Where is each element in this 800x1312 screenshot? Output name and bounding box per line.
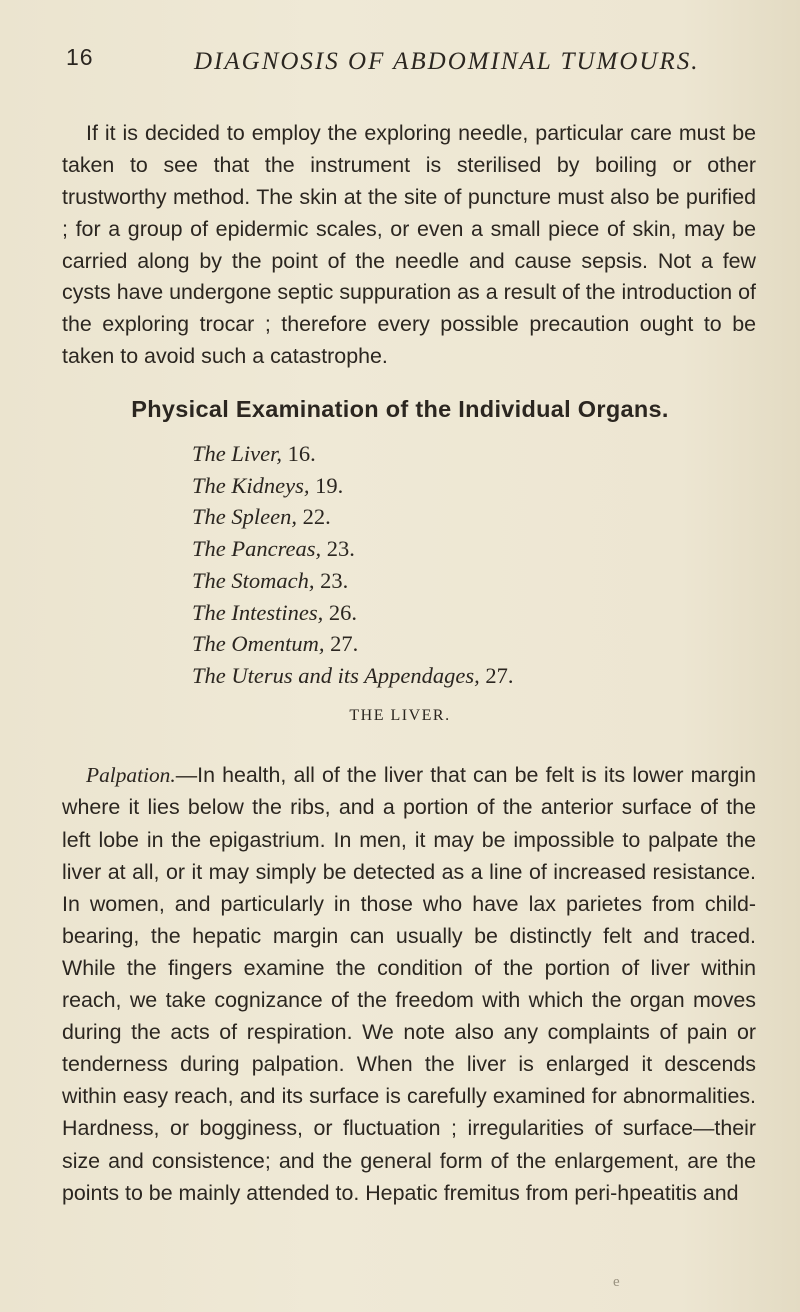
contents-page: 16. (287, 441, 316, 466)
contents-entry (192, 565, 513, 597)
contents-organ: The Omentum, (192, 631, 325, 657)
contents-entry (192, 501, 513, 533)
page-number: 16 (66, 44, 94, 70)
palpation-lead: Palpation. (86, 763, 176, 788)
contents-organ: The Intestines, (192, 599, 324, 625)
contents-page: 27. (330, 631, 359, 657)
palpation-body: —In health, all of the liver that can be felt is its lower margin where it lies below the ribs, and a portion of the anterior surface of the left lobe in the epigastrium. In men, it may be impossible to palpate the liver at all, or it may simply be detected as a line of increased resistance. In women, and particularly in those who have lax parietes from child-bearing, the hepatic margin can usually be distinctly felt and traced. While the fingers examine the condition of the portion of liver within reach, we take cognizance of the freedom with which the organ moves during the acts of respiration. We note also any complaints of pain or tenderness during palpation. When the liver is enlarged it descends within easy reach, and its surface is carefully examined for abnormalities. Hardness, or bogginess, or fluctuation ; irregularities of surface—their size and consistence; and the general form of the enlargement, are the points to be mainly attended to. Hepatic fremitus from peri-hpeatitis and (62, 763, 756, 1205)
contents-entry (192, 628, 513, 660)
section-heading: Physical Examination of the Individual Organs. (131, 396, 669, 422)
contents-page: 23. (320, 567, 349, 593)
contents-entry (192, 438, 513, 470)
intro-paragraph: If it is decided to employ the exploring needle, particular care must be taken to see that the instrument is sterilised by boiling or other trustworthy method. The skin at the site of puncture must also be purified ; for a group of epidermic scales, or even a small piece of skin, may be carried along by the point of the needle and cause sepsis. Not a few cysts have undergone septic suppuration as a result of the introduction of the exploring trocar ; therefore every possible precaution ought to be taken to avoid such a catastrophe. (62, 121, 756, 368)
margin-pencil-mark: e (613, 1274, 620, 1290)
contents-organ: The Stomach, (192, 567, 315, 593)
contents-entry (192, 533, 513, 565)
contents-page: 23. (326, 536, 355, 562)
organ-contents-list (192, 438, 513, 692)
contents-page: 19. (315, 472, 344, 498)
running-head: DIAGNOSIS OF ABDOMINAL TUMOURS. (194, 48, 700, 75)
page-header (66, 44, 766, 84)
palpation-paragraph (62, 759, 756, 1208)
contents-entry (192, 660, 513, 692)
contents-organ: The Spleen, (192, 504, 297, 530)
contents-page: 26. (328, 599, 357, 625)
contents-entry (192, 470, 513, 502)
contents-organ: The Pancreas, (192, 536, 322, 562)
liver-subheading: THE LIVER. (349, 707, 451, 724)
contents-page: 27. (485, 662, 514, 688)
contents-organ: The Liver, (192, 441, 282, 466)
contents-organ: The Kidneys, (192, 472, 310, 498)
contents-entry (192, 597, 513, 629)
contents-organ: The Uterus and its Appendages, (192, 662, 480, 688)
contents-page: 22. (302, 504, 331, 530)
